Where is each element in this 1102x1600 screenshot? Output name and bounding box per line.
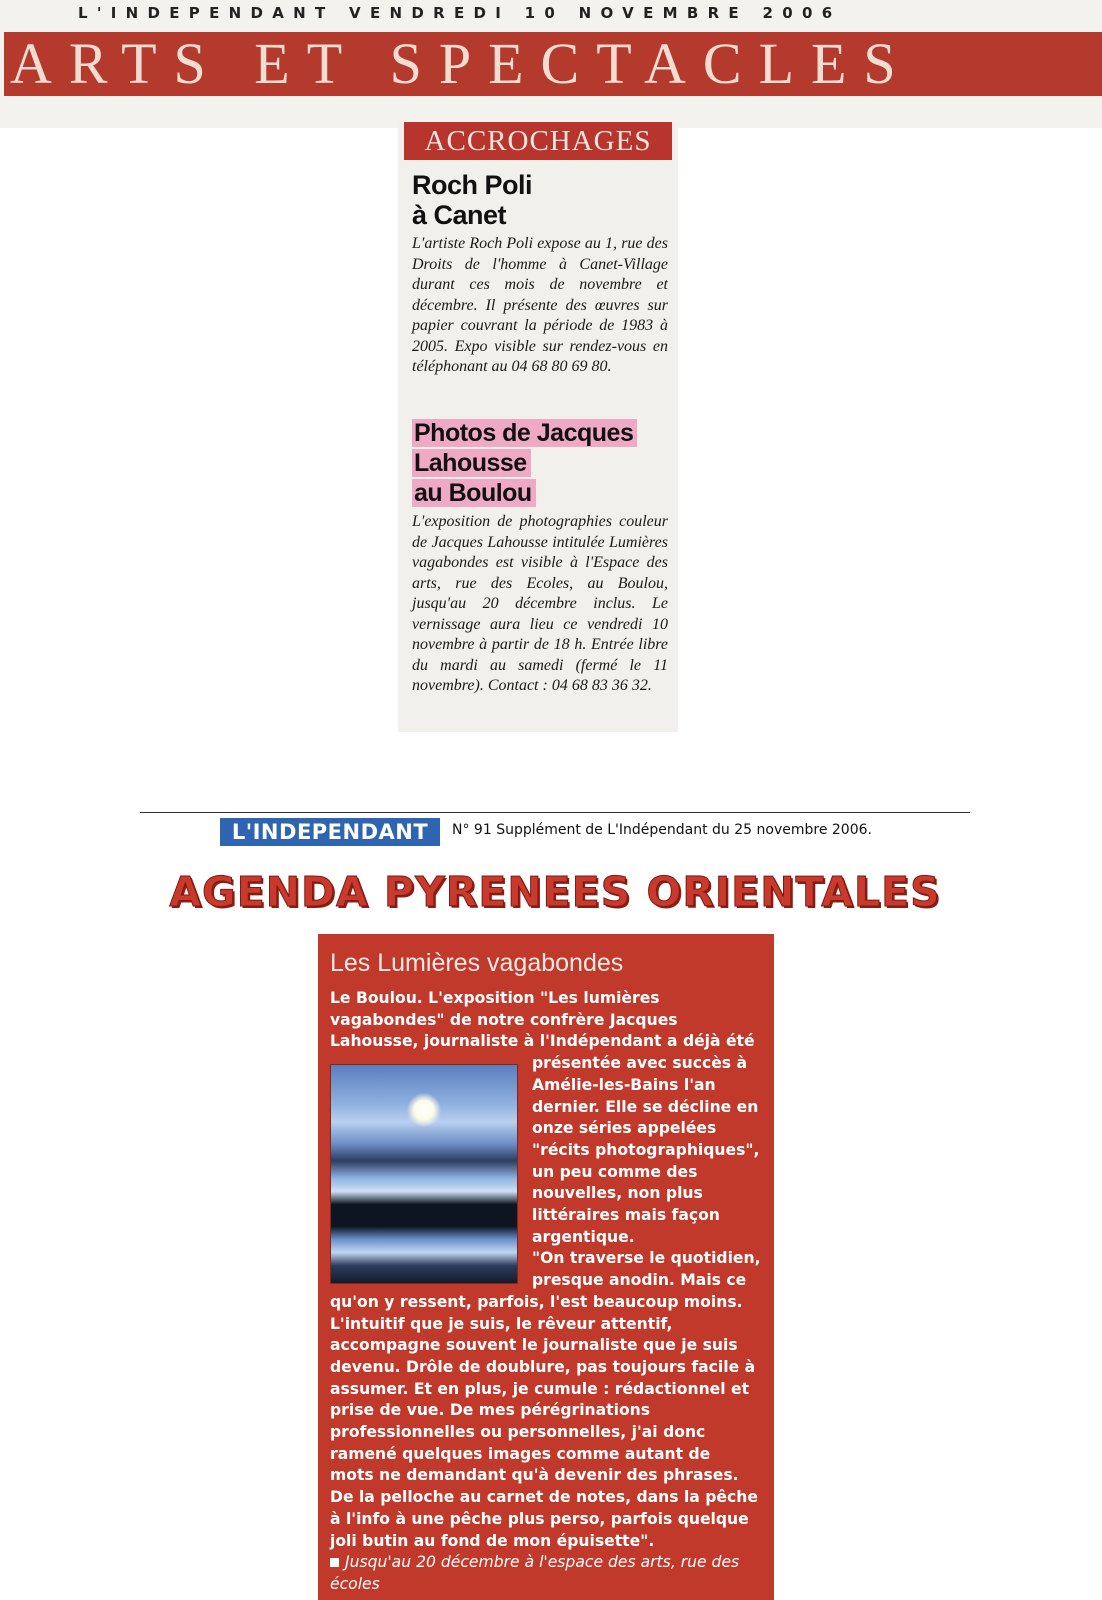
article-line: un peu comme des	[532, 1162, 698, 1181]
article-line: dernier. Elle se décline en	[532, 1097, 759, 1116]
bullet-icon	[330, 1558, 339, 1567]
article-line: qu'on y ressent, parfois, l'est beaucoup moins.	[330, 1292, 743, 1311]
article-line: Le Boulou. L'exposition "Les lumières	[330, 989, 660, 1007]
article-title: Les Lumières vagabondes	[330, 949, 624, 977]
caption-text: Jusqu'au 20 décembre à l'espace des arts, rue des écoles	[330, 1553, 740, 1593]
article-line: joli butin au fond de mon épuisette".	[330, 1531, 655, 1550]
article-line: "récits photographiques",	[532, 1140, 760, 1159]
clipping-accrochages	[398, 122, 678, 732]
section-title: ARTS ET SPECTACLES	[10, 32, 913, 96]
article-line: nouvelles, non plus	[532, 1184, 703, 1203]
article-lumieres-vagabondes	[318, 934, 774, 1600]
kicker: ACCROCHAGES	[404, 122, 672, 160]
sun-icon	[407, 1093, 441, 1127]
agenda-banner: AGENDA PYRENEES ORIENTALES	[169, 868, 941, 916]
article-line: mots ne demandant qu'à devenir des phrases.	[330, 1466, 739, 1485]
article-line: prise de vue. De mes pérégrinations	[330, 1401, 651, 1420]
supplement-line: N° 91 Supplément de L'Indépendant du 25 novembre 2006.	[452, 822, 872, 838]
article-line: Lahousse, journaliste à l'Indépendant a déjà été	[330, 1032, 755, 1051]
article-line: Amélie-les-Bains l'an	[532, 1075, 716, 1094]
divider	[140, 812, 970, 813]
article-line: "On traverse le quotidien,	[532, 1249, 761, 1268]
headline-line: Photos de Jacques	[412, 419, 637, 447]
article-body-lahousse: L'exposition de photographies couleur de Jacques Lahousse intitulée Lumières vagabondes est visible à l'Espace des arts, rue des Ecoles, au Boulou, jusqu'au 20 décembre inclus. Le vernissage aura lieu ce vendredi 10 novembre à partir de 18 h. Entrée libre du mardi au samedi (fermé le 11 novembre). Contact : 04 68 83 36 32.	[412, 513, 668, 694]
article-line: assumer. Et en plus, je cumule : rédactionnel et	[330, 1379, 750, 1398]
article-line: accompagne souvent le journaliste que je suis	[330, 1336, 738, 1355]
article-line: onze séries appelées	[532, 1119, 717, 1138]
headline-line: Lahousse	[412, 449, 531, 477]
headline-line: au Boulou	[412, 479, 536, 507]
caption	[330, 1552, 766, 1595]
dateline: L'INDEPENDANT VENDREDI 10 NOVEMBRE 2006	[78, 4, 842, 22]
article-line: présentée avec succès à	[532, 1054, 748, 1073]
article-line: à l'info à une pêche plus perso, parfois quelque	[330, 1509, 749, 1528]
article-line: L'intuitif que je suis, le rêveur attentif,	[330, 1314, 673, 1333]
headline-line: à Canet	[412, 200, 507, 230]
article-line: ramené quelques images comme autant de	[330, 1444, 711, 1463]
headline-lahousse	[412, 418, 637, 508]
article-line: presque anodin. Mais ce	[532, 1271, 747, 1290]
newspaper-logo: L'INDEPENDANT	[220, 818, 440, 846]
article-line: vagabondes" de notre confrère Jacques	[330, 1010, 678, 1029]
article-line: De la pelloche au carnet de notes, dans la pêche	[330, 1488, 758, 1507]
headline-roch-poli	[412, 170, 532, 230]
article-body-roch-poli: L'artiste Roch Poli expose au 1, rue des Droits de l'homme à Canet-Village durant ces mois de novembre et décembre. Il présente des œuvres sur papier couvrant la période de 1983 à 2005. Expo visible sur rendez-vous en téléphonant au 04 68 80 69 80.	[412, 235, 668, 375]
sunset-photo	[330, 1064, 518, 1284]
headline-line: Roch Poli	[412, 170, 533, 200]
article-line: argentique.	[532, 1227, 635, 1246]
section-banner	[4, 32, 1102, 96]
article-line: professionnelles ou personnelles, j'ai donc	[330, 1423, 706, 1442]
article-line: devenu. Drôle de doublure, pas toujours facile à	[330, 1357, 756, 1376]
article-line: littéraires mais façon	[532, 1206, 720, 1225]
